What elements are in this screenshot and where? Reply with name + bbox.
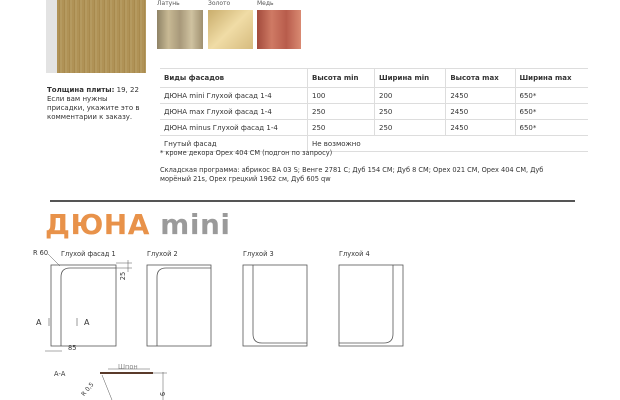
product-title: ДЮНА mini [45,208,231,241]
facade-2-drawing [147,265,211,346]
drawing-label-2: Глухой 2 [147,250,178,258]
stock-program: Складская программа: абрикос ВА 03 S; Венге 2781 С; Дуб 154 СМ; Дуб 8 СМ; Орех 021 СМ, Орех 404 СМ, Дуб морёный 21s, Орех грецкий 1962 см, Дуб 605 qw [160,166,544,183]
facade-4-drawing [339,265,403,346]
drawing-label-3: Глухой 3 [243,250,274,258]
radius-05-label: R 0,5 [80,381,96,398]
section-mark-left: A [36,318,42,327]
table-row: Гнутый фасад Не возможно [160,136,588,152]
swatch-label-brass: Латунь [157,0,180,7]
swatch-label-gold: Золото [208,0,231,7]
radius-label: R 60 [33,249,49,257]
table-row: ДЮНА minus Глухой фасад 1-4 250 250 2450 650* [160,120,588,136]
table-row: ДЮНА mini Глухой фасад 1-4 100 200 2450 650* [160,88,588,104]
drawing-label-1: Глухой фасад 1 [61,250,116,258]
thickness-note: Толщина плиты: 19, 22 Если вам нужны присадки, укажите это в комментарии к заказу. [47,86,140,121]
footnote: * кроме декора Орех 404 СМ (подгон по запросу) [160,149,333,157]
dim-9: 9 [158,391,167,397]
swatch-label-copper: Медь [257,0,274,7]
table-header: Виды фасадов Высота min Ширина min Высота max Ширина max [160,69,588,88]
section-drawing [100,369,167,400]
dim-25: 25 [119,271,128,281]
section-mark-right: A [84,318,90,327]
facade-3-drawing [243,265,307,346]
table-row: ДЮНА max Глухой фасад 1-4 250 250 2450 650* [160,104,588,120]
facade-1-drawing [45,254,132,351]
section-label: А-А [54,370,66,378]
dim-85: 85 [68,344,77,352]
veneer-label: Шпон [118,363,138,371]
drawing-label-4: Глухой 4 [339,250,370,258]
